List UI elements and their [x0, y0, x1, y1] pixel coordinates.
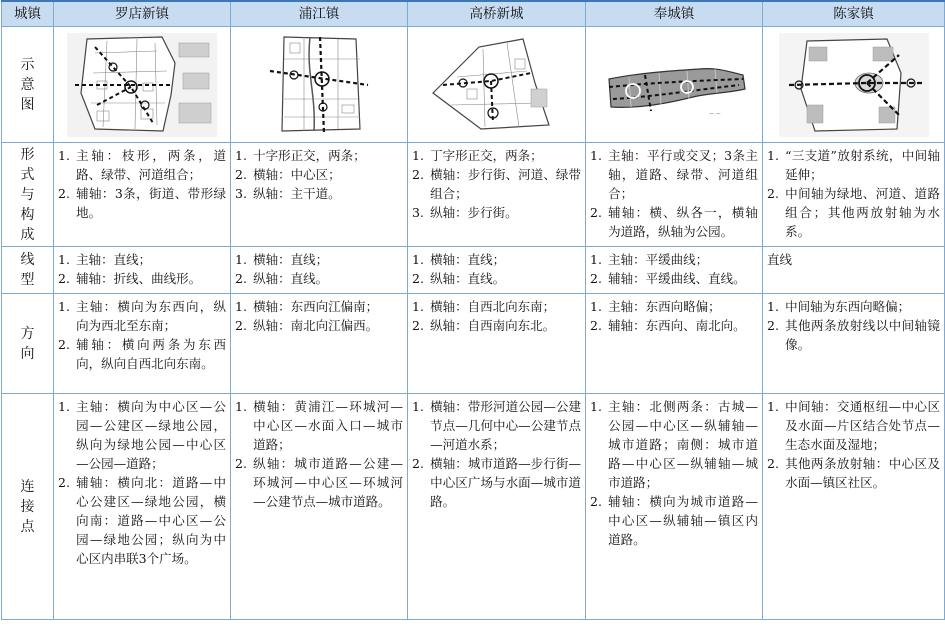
list-item: [58, 335, 226, 373]
item-number: 1.: [412, 399, 424, 414]
form-pujiang: [231, 143, 408, 247]
list-item: [235, 165, 403, 184]
item-text: 主轴：东西向略偏；: [608, 299, 721, 314]
item-text: 辅轴：横、纵各一，横轴为道路，纵轴为公园。: [608, 205, 758, 239]
list-item: [412, 165, 581, 203]
item-number: 2.: [590, 318, 602, 333]
item-number: 3.: [235, 186, 247, 201]
item-number: 2.: [58, 186, 70, 201]
list-item: [590, 203, 758, 241]
list-item: [58, 397, 226, 473]
item-number: 1.: [412, 148, 424, 163]
list-item: [235, 297, 403, 316]
list-item: [235, 397, 403, 454]
town-axis-comparison-table: [1, 0, 945, 620]
town-header-luodian: 罗店新镇: [54, 1, 231, 27]
list-item: [412, 316, 581, 335]
item-text: 横轴：中心区；: [253, 167, 341, 182]
item-text: 辅轴：横向为城市道路—中心区—纵辅轴—镇区内道路。: [608, 494, 758, 547]
list-item: [590, 269, 758, 288]
item-text: 纵轴：南北向江偏西。: [253, 318, 379, 333]
item-text: 辅轴：折线、曲线形。: [76, 271, 202, 286]
list-item: [590, 297, 758, 316]
item-text: 主轴：枝形，两条，道路、绿带、河道组合；: [76, 148, 226, 182]
list-item: [767, 454, 940, 492]
list-item: [235, 146, 403, 165]
item-number: 2.: [412, 456, 424, 471]
item-text: 横轴：东西向江偏南；: [253, 299, 379, 314]
item-number: 2.: [58, 337, 70, 352]
connection-gaoqiao: [408, 394, 586, 620]
item-number: 3.: [412, 205, 424, 220]
list-item: [590, 250, 758, 269]
item-text: 横轴：带形河道公园—公建节点—几何中心—公建节点—河道水系；: [430, 399, 581, 452]
item-text: 辅轴：东西向、南北向。: [608, 318, 746, 333]
list-item: [767, 397, 940, 454]
item-number: 2.: [412, 318, 424, 333]
item-number: 2.: [590, 205, 602, 220]
item-number: 2.: [58, 475, 70, 490]
list-item: [58, 146, 226, 184]
line-gaoqiao: [408, 247, 586, 294]
connection-luodian: [54, 394, 231, 620]
item-text: 辅轴：平缓曲线、直线。: [608, 271, 746, 286]
item-number: 1.: [58, 399, 70, 414]
list-item: [767, 146, 940, 184]
item-text: 主轴：北侧两条：古城—公园—中心区—纵辅轴—城市道路；南侧：城市道路—中心区—纵辅轴—城市道路；: [608, 399, 758, 490]
item-text: 辅轴：3条，街道、带形绿地。: [76, 186, 226, 220]
item-text: 主轴：平行或交叉；3条主轴，道路、绿带、河道组合；: [608, 148, 758, 201]
direction-pujiang: [231, 294, 408, 394]
list-item: [412, 203, 581, 222]
list-item: [412, 297, 581, 316]
direction-row: [2, 294, 945, 394]
list-item: [767, 297, 940, 316]
item-number: 1.: [590, 299, 602, 314]
diagram-fengcheng: [586, 27, 763, 143]
item-number: 1.: [58, 252, 70, 267]
form-fengcheng: [586, 143, 763, 247]
form-chenjia: [763, 143, 945, 247]
list-item: [590, 316, 758, 335]
item-number: 2.: [412, 271, 424, 286]
town-header-chenjia: 陈家镇: [763, 1, 945, 27]
item-text: 纵轴：直线。: [430, 271, 506, 286]
item-number: 1.: [590, 252, 602, 267]
list-item: [412, 269, 581, 288]
item-number: 1.: [767, 299, 779, 314]
list-item: [767, 316, 940, 354]
item-text: 横轴：城市道路—步行街—中心区广场与水面—城市道路。: [430, 456, 581, 509]
item-number: 2.: [590, 271, 602, 286]
form-row: [2, 143, 945, 247]
item-number: 2.: [235, 271, 247, 286]
list-item: [412, 250, 581, 269]
gaoqiao-plan-map: [427, 33, 567, 137]
item-text: 横轴：步行街、河道、绿带组合；: [430, 167, 581, 201]
connection-row: [2, 394, 945, 620]
item-number: 1.: [590, 148, 602, 163]
item-number: 2.: [767, 456, 779, 471]
list-item: [590, 397, 758, 492]
list-item: [412, 454, 581, 511]
direction-chenjia: [763, 294, 945, 394]
town-header-fengcheng: 奉城镇: [586, 1, 763, 27]
item-number: 2.: [235, 167, 247, 182]
line-chenjia: 直线: [763, 247, 945, 294]
fengcheng-plan-map: [599, 33, 749, 137]
item-number: 2.: [590, 494, 602, 509]
item-number: 1.: [58, 148, 70, 163]
item-text: 横轴：直线；: [253, 252, 329, 267]
item-number: 2.: [767, 318, 779, 333]
item-number: 1.: [590, 399, 602, 414]
item-number: 1.: [235, 299, 247, 314]
list-item: [235, 454, 403, 511]
item-text: 辅轴：横向北：道路—中心公建区—绿地公园，横向南：道路—中心区—公园—绿地公园；纵向为中心区内串联3个广场。: [76, 475, 226, 566]
list-item: [412, 397, 581, 454]
form-gaoqiao: [408, 143, 586, 247]
line-type-row: [2, 247, 945, 294]
header-row: [2, 1, 945, 27]
row-label-header: 城镇: [2, 1, 54, 27]
line-fengcheng: [586, 247, 763, 294]
svg-text:— —: — —: [709, 110, 721, 117]
item-number: 1.: [767, 148, 779, 163]
list-item: [767, 184, 940, 241]
pujiang-plan-map: [264, 33, 374, 137]
item-text: 纵轴：城市道路—公建—环城河—中心区—环城河—公建节点—城市道路。: [253, 456, 403, 509]
item-number: 1.: [412, 299, 424, 314]
item-text: 十字形正交，两条；: [253, 148, 366, 163]
item-text: 丁字形正交，两条；: [430, 148, 543, 163]
item-text: 纵轴：主干道。: [253, 186, 341, 201]
item-number: 1.: [235, 148, 247, 163]
row-label-connection: 连接点: [2, 394, 54, 620]
connection-fengcheng: [586, 394, 763, 620]
item-number: 2.: [767, 186, 779, 201]
diagram-gaoqiao: [408, 27, 586, 143]
item-text: 辅轴：横向两条为东西向，纵向自西北向东南。: [76, 337, 226, 371]
item-text: 中间轴为东西向略偏；: [785, 299, 911, 314]
list-item: [235, 269, 403, 288]
direction-gaoqiao: [408, 294, 586, 394]
list-item: [58, 184, 226, 222]
item-number: 1.: [412, 252, 424, 267]
list-item: [235, 316, 403, 335]
item-text: 中间轴：交通枢纽—中心区及水面—片区结合处节点—生态水面及湿地；: [785, 399, 940, 452]
item-text: “三支道”放射系统，中间轴延伸；: [785, 148, 940, 182]
town-header-gaoqiao: 高桥新城: [408, 1, 586, 27]
diagram-luodian: [54, 27, 231, 143]
chenjia-plan-map: [779, 33, 929, 137]
direction-fengcheng: [586, 294, 763, 394]
form-luodian: [54, 143, 231, 247]
item-text: 主轴：横向为东西向，纵向为西北至东南；: [76, 299, 226, 333]
direction-luodian: [54, 294, 231, 394]
item-text: 横轴：自西北向东南；: [430, 299, 556, 314]
item-number: 1.: [767, 399, 779, 414]
item-number: 1.: [235, 252, 247, 267]
item-text: 其他两条放射线以中间轴镜像。: [785, 318, 940, 352]
list-item: [235, 250, 403, 269]
list-item: [58, 297, 226, 335]
row-label-diagram: 示意图: [2, 27, 54, 143]
item-text: 纵轴：自西南向东北。: [430, 318, 556, 333]
item-text: 横轴：黄浦江—环城河—中心区—水面入口—城市道路；: [253, 399, 403, 452]
list-item: [590, 492, 758, 549]
town-header-pujiang: 浦江镇: [231, 1, 408, 27]
item-number: 2.: [235, 456, 247, 471]
list-item: [235, 184, 403, 203]
item-text: 主轴：直线；: [76, 252, 152, 267]
line-luodian: [54, 247, 231, 294]
item-number: 1.: [235, 399, 247, 414]
item-text: 主轴：平缓曲线；: [608, 252, 709, 267]
list-item: [58, 250, 226, 269]
connection-pujiang: [231, 394, 408, 620]
item-text: 中间轴为绿地、河道、道路组合；其他两放射轴为水系。: [785, 186, 940, 239]
item-text: 纵轴：直线。: [253, 271, 329, 286]
item-number: 2.: [412, 167, 424, 182]
list-item: [412, 146, 581, 165]
item-number: 2.: [235, 318, 247, 333]
item-text: 纵轴：步行街。: [430, 205, 518, 220]
line-pujiang: [231, 247, 408, 294]
item-text: 横轴：直线；: [430, 252, 506, 267]
luodian-plan-map: [67, 33, 217, 137]
item-number: 1.: [58, 299, 70, 314]
row-label-line-type: 线型: [2, 247, 54, 294]
list-item: [58, 473, 226, 568]
connection-chenjia: [763, 394, 945, 620]
list-item: [590, 146, 758, 203]
row-label-form: 形式与构成: [2, 143, 54, 247]
item-text: 其他两条放射轴：中心区及水面—镇区社区。: [785, 456, 940, 490]
diagram-pujiang: [231, 27, 408, 143]
list-item: [58, 269, 226, 288]
row-label-direction: 方向: [2, 294, 54, 394]
diagram-row: [2, 27, 945, 143]
item-number: 2.: [58, 271, 70, 286]
diagram-chenjia: [763, 27, 945, 143]
item-text: 主轴：横向为中心区—公园—公建区—绿地公园，纵向为绿地公园—中心区—公园—道路；: [76, 399, 226, 471]
